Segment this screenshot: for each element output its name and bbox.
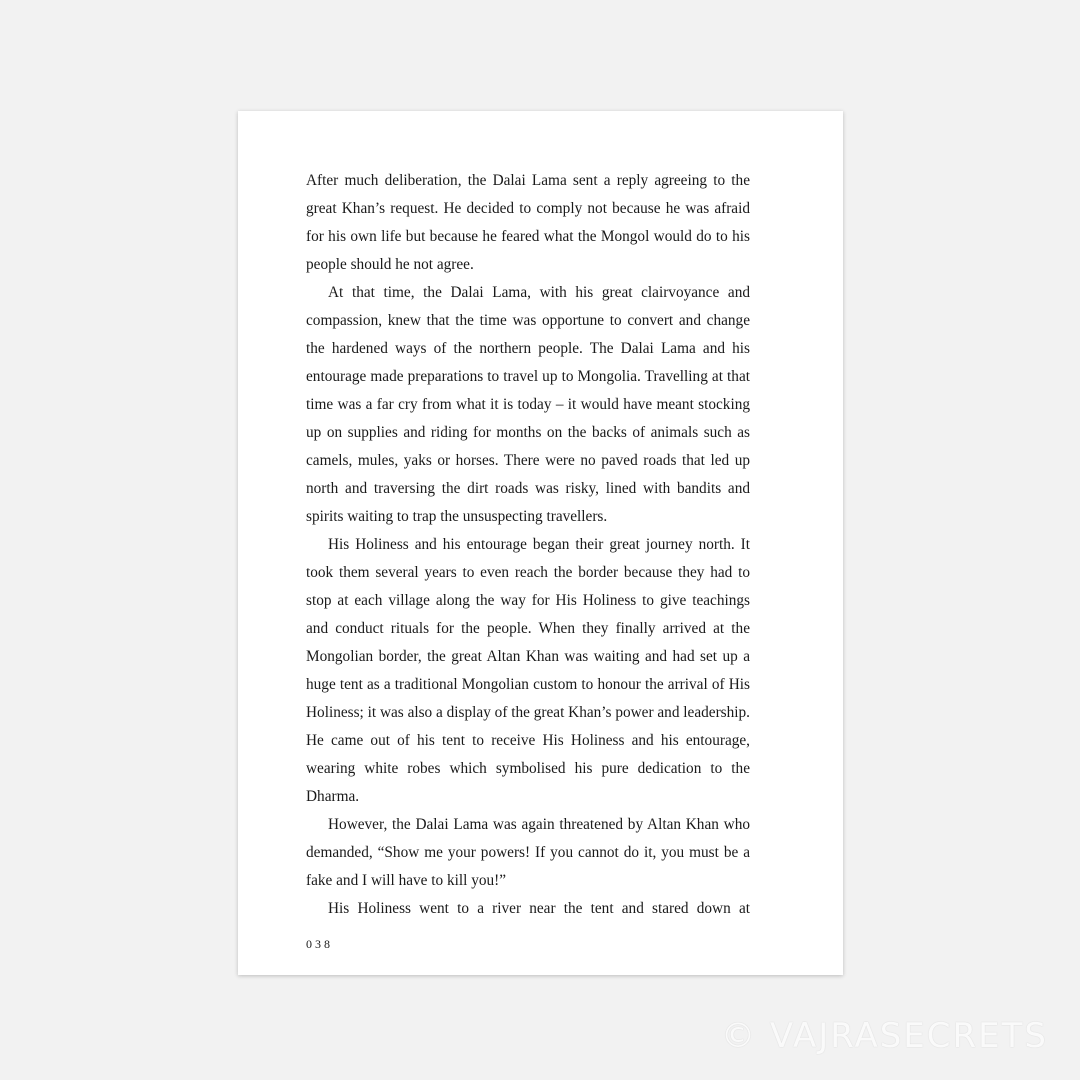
paragraph-1: After much deliberation, the Dalai Lama sent a reply agreeing to the great Khan’s request. He decided to comply not because he was afraid for his own life but because he feared what the Mongol would do to his people should he not agree. [306,172,750,273]
paragraph-3: His Holiness and his entourage began their great journey north. It took them several years to even reach the border because they had to stop at each village along the way for His Holiness to give teachings and conduct rituals for the people. When they finally arrived at the Mongolian border, the great Altan Khan was waiting and had set up a huge tent as a traditional Mongolian custom to honour the arrival of His Holiness; it was also a display of the great Khan’s power and leadership. He came out of his tent to receive His Holiness and his entourage, wearing white robes which symbolised his pure dedication to the Dharma. [306,536,750,805]
book-page [238,111,843,975]
paragraph-4: However, the Dalai Lama was again threatened by Altan Khan who demanded, “Show me your powers! If you cannot do it, you must be a fake and I will have to kill you!” [306,816,750,889]
page-number: 038 [306,937,333,951]
copyright-watermark: © VAJRASECRETS [721,1016,1048,1056]
page-body-text [306,167,750,923]
paragraph-2: At that time, the Dalai Lama, with his great clairvoyance and compassion, knew that the time was opportune to convert and change the hardened ways of the northern people. The Dalai Lama and his entourage made preparations to travel up to Mongolia. Travelling at that time was a far cry from what it is today – it would have meant stocking up on supplies and riding for months on the backs of animals such as camels, mules, yaks or horses. There were no paved roads that led up north and traversing the dirt roads was risky, lined with bandits and spirits waiting to trap the unsuspecting travellers. [306,284,750,525]
paragraph-5: His Holiness went to a river near the tent and stared down at [328,900,750,917]
